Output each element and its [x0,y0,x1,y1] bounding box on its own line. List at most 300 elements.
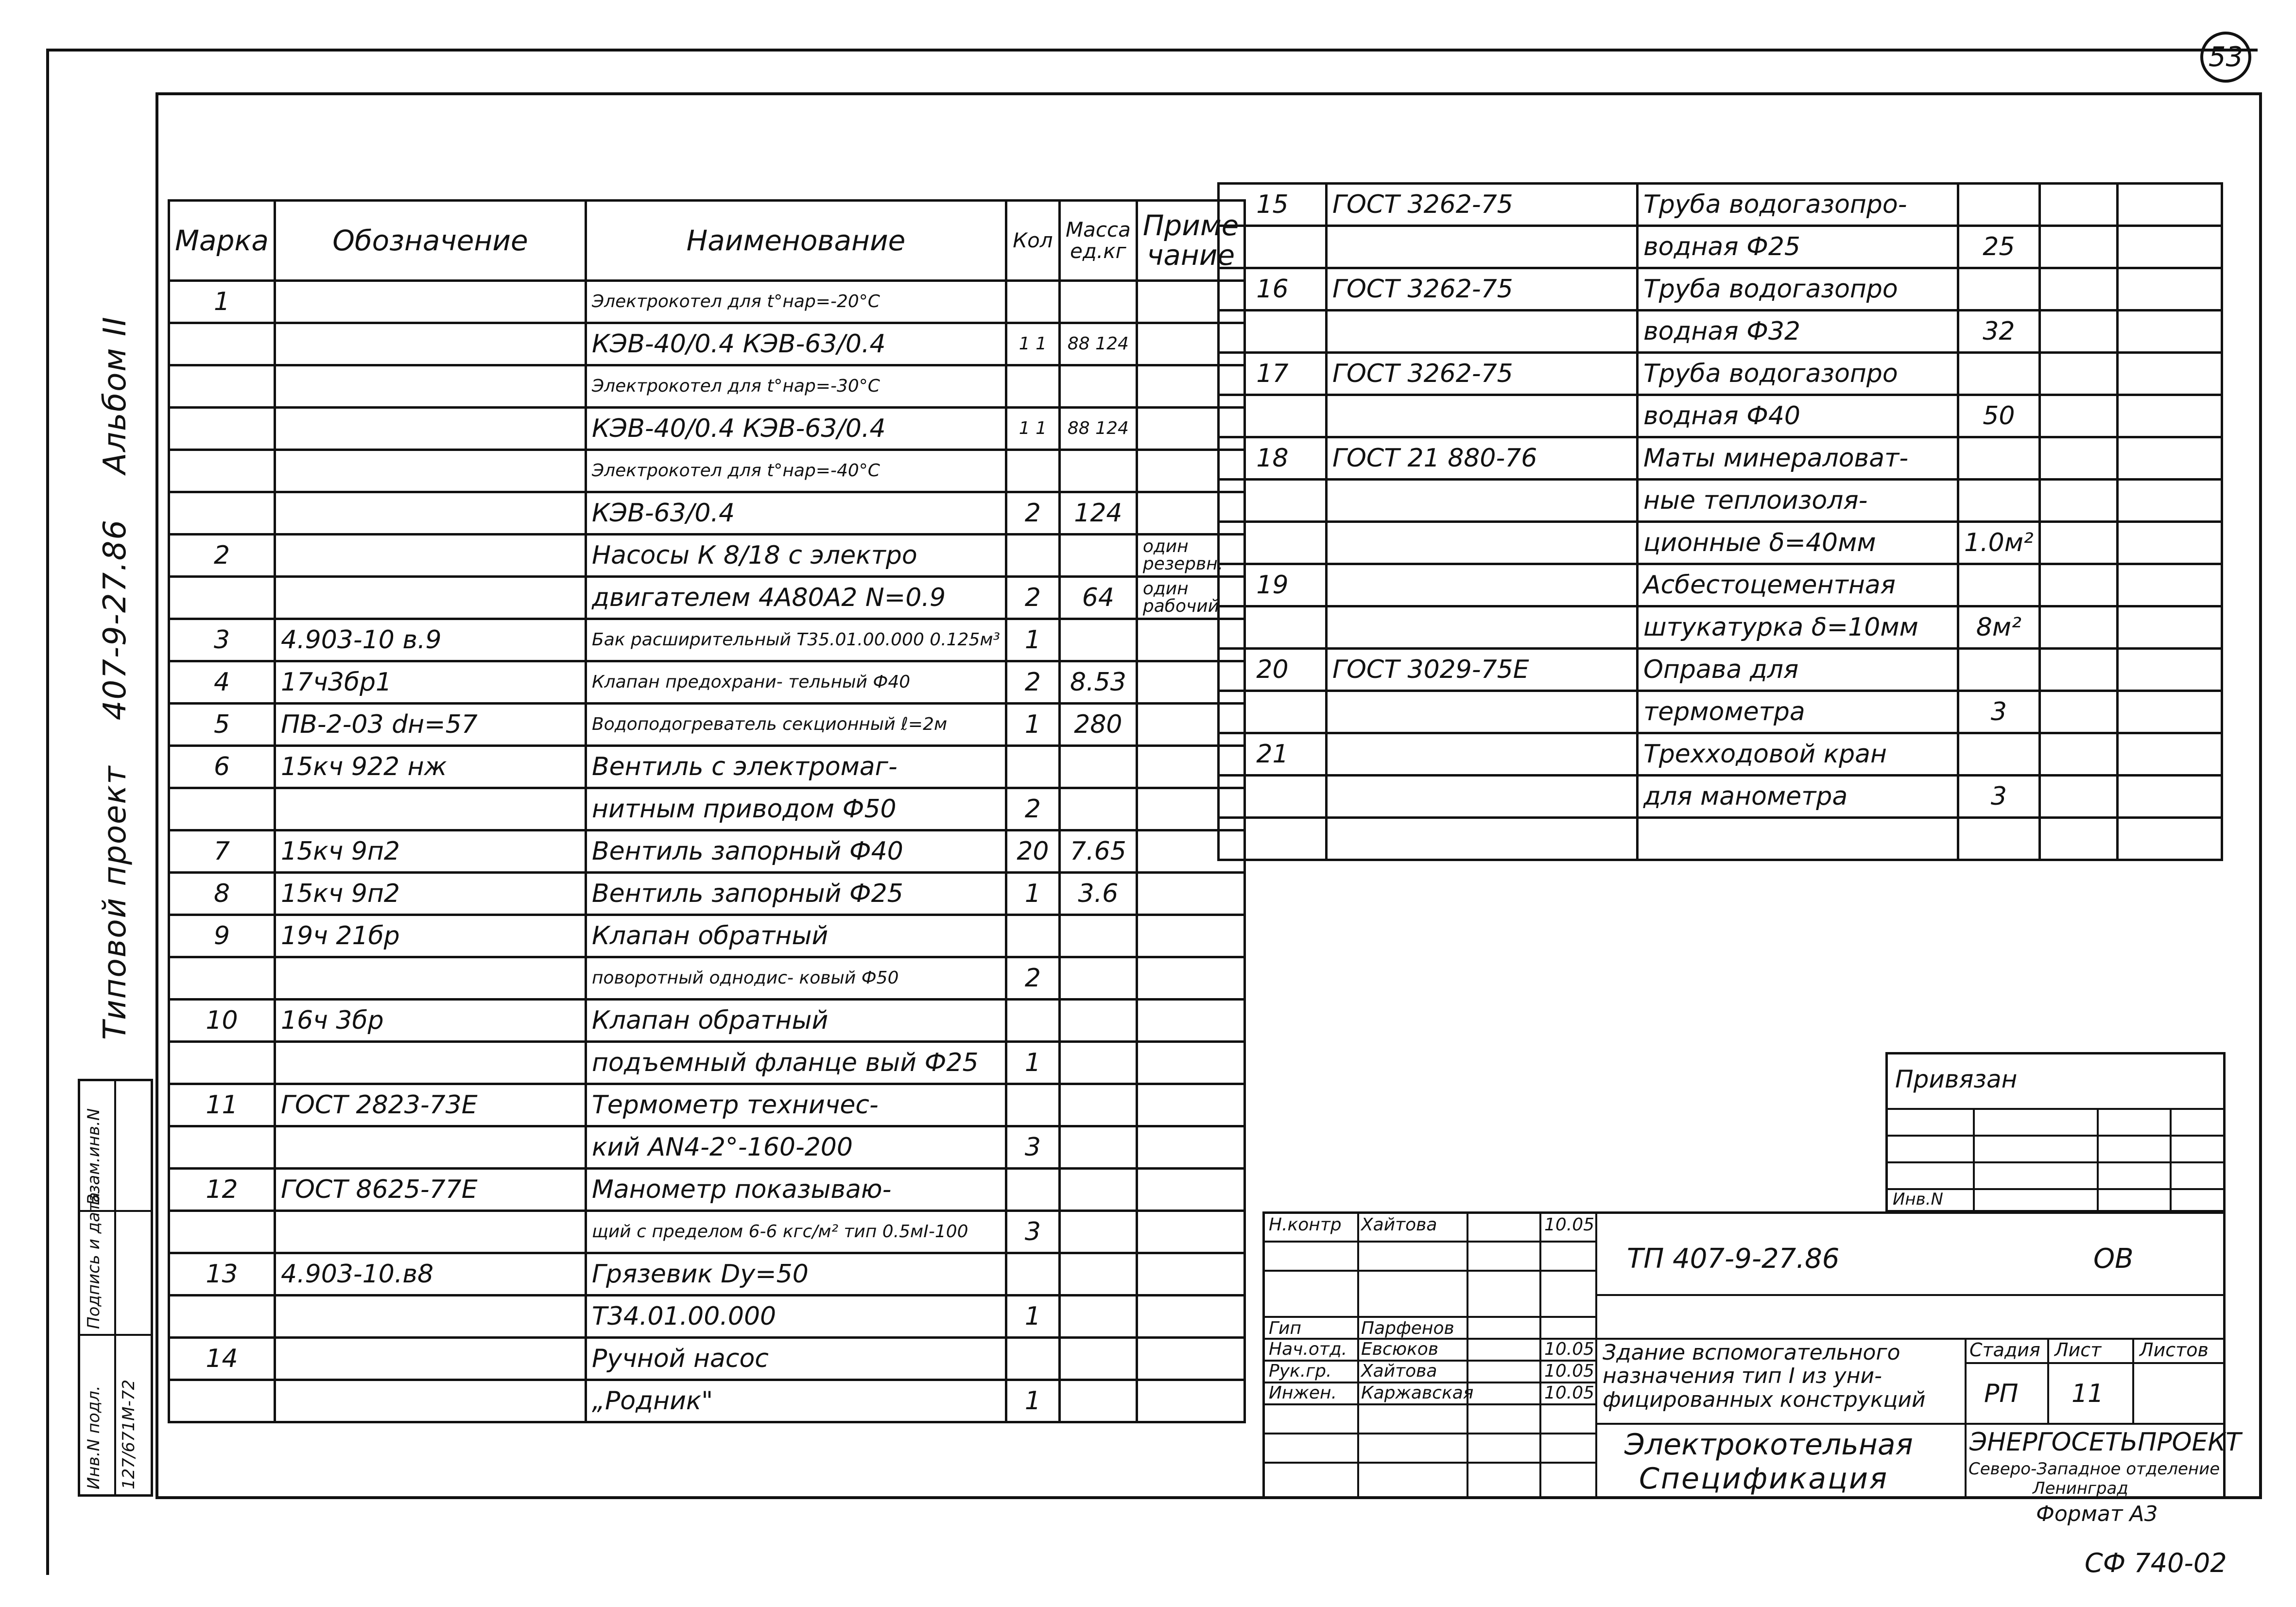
table-row [169,450,1245,492]
table-row [169,746,1245,788]
cell-mark: 14 [169,1338,275,1380]
table-row [1219,606,2222,649]
cell-mass: 8.53 [1059,661,1137,704]
cell-designation: ГОСТ 8625-77Е [275,1169,586,1211]
cell-mark [1219,522,1327,564]
cell-qty: 3 [1006,1126,1059,1169]
cell-designation [275,957,586,1000]
cell-mass: 7.65 [1059,830,1137,873]
table-row [169,1211,1245,1253]
cell-name: Вентиль запорный Ф25 [586,873,1006,915]
cell-note [1137,873,1245,915]
cell-mark: 18 [1219,437,1327,480]
header-mass: Масса ед.кг [1059,201,1137,281]
cell-mass [2039,606,2117,649]
cell-note [2117,480,2222,522]
cell-mass [1059,281,1137,323]
table-row [169,408,1245,450]
signer-name: Каржавская [1361,1383,1474,1403]
cell-designation [275,281,586,323]
cell-note [1137,1338,1245,1380]
cell-designation: ГОСТ 3262-75 [1327,268,1638,311]
cell-mark [169,450,275,492]
cell-name: Вентиль запорный Ф40 [586,830,1006,873]
signer-name: Парфенов [1361,1318,1454,1338]
header-qty: Кол [1006,201,1059,281]
cell-qty: 1 [1006,619,1059,661]
format-label: Формат А3 [2036,1502,2158,1526]
cell-mass [1059,746,1137,788]
table-row [169,1126,1245,1169]
table-row [169,915,1245,957]
cell-designation: 17ч3бр1 [275,661,586,704]
cell-mark: 7 [169,830,275,873]
cell-name [1638,818,1958,860]
cell-qty [1006,915,1059,957]
cell-name: „Родник" [586,1380,1006,1422]
cell-qty [1958,353,2040,395]
cell-mass [2039,818,2117,860]
cell-note [2117,522,2222,564]
cell-mark [1219,395,1327,437]
specification-table-right [1217,182,2223,861]
cell-name: Клапан предохрани- тельный Ф40 [586,661,1006,704]
sheets-label: Листов [2140,1339,2209,1361]
cell-name: Оправа для [1638,649,1958,691]
cell-mark: 15 [1219,184,1327,226]
cell-name: термометра [1638,691,1958,733]
cell-mark [169,1380,275,1422]
cell-qty [1006,1169,1059,1211]
cell-note: один резервн. [1137,535,1245,577]
cell-mark [169,1211,275,1253]
org-name: ЭНЕРГОСЕТЬПРОЕКТ [1969,1428,2242,1457]
cell-name: штукатурка δ=10мм [1638,606,1958,649]
cell-designation [1327,818,1638,860]
cell-name: водная Ф40 [1638,395,1958,437]
cell-qty: 1.0м² [1958,522,2040,564]
inv-no-label: Инв.N подл. [84,1385,104,1489]
org-branch: Северо-Западное отделение [1968,1459,2220,1479]
cell-mass: 280 [1059,704,1137,746]
role: Инжен. [1269,1383,1337,1403]
cell-name: КЭВ-40/0.4 КЭВ-63/0.4 [586,323,1006,365]
cell-designation [275,365,586,408]
cell-designation [275,577,586,619]
cell-mark [169,1042,275,1084]
table-row [1219,733,2222,776]
role: Нач.отд. [1269,1339,1347,1359]
cell-note [1137,1084,1245,1126]
cell-mass: 3.6 [1059,873,1137,915]
table-row [1219,437,2222,480]
cell-mark: 3 [169,619,275,661]
header-designation: Обозначение [275,201,586,281]
cell-note [2117,437,2222,480]
cell-note [2117,691,2222,733]
cell-qty [1958,649,2040,691]
cell-name: водная Ф32 [1638,311,1958,353]
cell-mark [169,577,275,619]
cell-note [1137,1000,1245,1042]
cell-designation [1327,691,1638,733]
cell-note [1137,915,1245,957]
role: Н.контр [1269,1215,1342,1235]
cell-mass [2039,395,2117,437]
cell-note [1137,1042,1245,1084]
title-block [1262,1211,2242,1499]
cell-qty: 20 [1006,830,1059,873]
cell-designation: ПВ-2-03 dн=57 [275,704,586,746]
cell-note: один рабочий [1137,577,1245,619]
cell-mass [2039,184,2117,226]
table-row [169,661,1245,704]
cell-mass: 88 124 [1059,323,1137,365]
cell-note [1137,957,1245,1000]
drawing-title-1: Электрокотельная [1624,1428,1913,1462]
cell-qty: 32 [1958,311,2040,353]
cell-name: Труба водогазопро [1638,268,1958,311]
cell-name: кий АN4-2°-160-200 [586,1126,1006,1169]
header-note: Приме чание [1137,201,1245,281]
table-row [1219,353,2222,395]
cell-mass [1059,1338,1137,1380]
org-city: Ленинград [2033,1479,2128,1498]
cell-note [2117,649,2222,691]
cell-note [1137,1296,1245,1338]
cell-name: Манометр показываю- [586,1169,1006,1211]
cell-mass [1059,1000,1137,1042]
table-row [169,619,1245,661]
project-label: Типовой проект [97,765,133,1040]
cell-mark: 1 [169,281,275,323]
drawing-title-2: Спецификация [1639,1462,1889,1496]
cell-designation: 15кч 9п2 [275,830,586,873]
cell-note [2117,184,2222,226]
cell-mass [2039,649,2117,691]
signer-name: Хайтова [1361,1215,1437,1235]
cell-name: подъемный фланце вый Ф25 [586,1042,1006,1084]
cell-mass [2039,564,2117,606]
replace-inv-label: Взам.инв.N [84,1108,104,1205]
cell-qty: 50 [1958,395,2040,437]
cell-mark: 16 [1219,268,1327,311]
cell-mark: 21 [1219,733,1327,776]
cell-designation [1327,776,1638,818]
cell-name: Т34.01.00.000 [586,1296,1006,1338]
cell-designation [275,1380,586,1422]
cell-qty [1958,733,2040,776]
cell-note [1137,1211,1245,1253]
cell-mark: 4 [169,661,275,704]
cell-mark [169,1126,275,1169]
cell-mass [1059,1042,1137,1084]
binding-inv: Инв.N [1893,1190,1943,1209]
cell-mark: 5 [169,704,275,746]
cell-mass [2039,437,2117,480]
cell-note [1137,1253,1245,1296]
cell-mark [1219,226,1327,268]
role: Рук.гр. [1269,1361,1332,1381]
cell-designation [275,1211,586,1253]
cell-mark [169,1296,275,1338]
table-row [169,957,1245,1000]
signer-name: Евсюков [1361,1339,1439,1359]
cell-name: для манометра [1638,776,1958,818]
header-mark: Марка [169,201,275,281]
cell-mark [169,788,275,830]
doc-suffix: ОВ [2093,1243,2134,1275]
cell-qty [1958,818,2040,860]
cell-mass [1059,1169,1137,1211]
cell-mass [1059,365,1137,408]
cell-mass [1059,1126,1137,1169]
cell-name: Трехходовой кран [1638,733,1958,776]
sign-date: 10.05 [1544,1361,1595,1381]
sheet-value: 11 [2072,1379,2104,1408]
table-row [169,1380,1245,1422]
cell-mark [169,957,275,1000]
cell-qty: 2 [1006,788,1059,830]
cell-note [2117,268,2222,311]
cell-qty: 3 [1958,776,2040,818]
cell-name: двигателем 4А80А2 N=0.9 [586,577,1006,619]
cell-designation [275,450,586,492]
table-row [1219,776,2222,818]
cell-mass [1059,1211,1137,1253]
cell-name: Клапан обратный [586,915,1006,957]
cell-designation [275,492,586,535]
cell-designation: 15кч 922 нж [275,746,586,788]
cell-qty: 25 [1958,226,2040,268]
cell-name: Термометр техничес- [586,1084,1006,1126]
cell-mass [2039,480,2117,522]
table-row [1219,649,2222,691]
table-row [169,365,1245,408]
cell-mass [1059,1380,1137,1422]
cell-qty: 1 [1006,704,1059,746]
cell-mark [1219,691,1327,733]
cell-designation: 16ч 3бр [275,1000,586,1042]
table-row [169,492,1245,535]
cell-designation [1327,564,1638,606]
cell-mark [1219,311,1327,353]
cell-mark: 17 [1219,353,1327,395]
cell-name: Труба водогазопро [1638,353,1958,395]
table-row [169,1253,1245,1296]
cell-designation: ГОСТ 21 880-76 [1327,437,1638,480]
cell-mark [1219,480,1327,522]
cell-mark: 2 [169,535,275,577]
cell-mass [1059,957,1137,1000]
cell-mass [1059,915,1137,957]
cell-designation [275,1042,586,1084]
cell-mark: 9 [169,915,275,957]
cell-mark: 20 [1219,649,1327,691]
cell-mark [169,492,275,535]
binding-block [1885,1052,2226,1212]
cell-qty [1006,365,1059,408]
cell-mass [1059,619,1137,661]
table-row [169,535,1245,577]
cell-name: Насосы К 8/18 с электро [586,535,1006,577]
cell-qty: 3 [1006,1211,1059,1253]
cell-qty: 1 [1006,1380,1059,1422]
cell-qty [1958,480,2040,522]
cell-note [2117,311,2222,353]
cell-mark [169,408,275,450]
cell-mass [1059,1253,1137,1296]
project-code: 407-9-27.86 [97,518,133,721]
cell-note [2117,226,2222,268]
cell-mass [2039,522,2117,564]
cell-mass [2039,311,2117,353]
cell-mass [1059,535,1137,577]
cell-mass [1059,450,1137,492]
table-row [169,1338,1245,1380]
cell-designation: 15кч 9п2 [275,873,586,915]
cell-name: ционные δ=40мм [1638,522,1958,564]
sheet-label: Лист [2054,1339,2102,1361]
cell-mass: 64 [1059,577,1137,619]
cell-qty: 2 [1006,577,1059,619]
cell-name: КЭВ-63/0.4 [586,492,1006,535]
cell-mark: 19 [1219,564,1327,606]
table-row [169,1084,1245,1126]
table-row [169,830,1245,873]
cell-qty [1958,437,2040,480]
table-row [1219,395,2222,437]
cell-mass [2039,226,2117,268]
cell-qty: 1 [1006,1042,1059,1084]
cell-mark [1219,606,1327,649]
table-row [169,788,1245,830]
album-label: Альбом II [97,316,133,474]
cell-qty [1006,1338,1059,1380]
cell-name: водная Ф25 [1638,226,1958,268]
cell-mass [2039,776,2117,818]
cell-mark: 13 [169,1253,275,1296]
cell-qty: 1 1 [1006,323,1059,365]
cell-name: Грязевик Dу=50 [586,1253,1006,1296]
table-row [169,577,1245,619]
cell-name: Бак расширительный Т35.01.00.000 0.125м³ [586,619,1006,661]
table-row [1219,522,2222,564]
cell-name: щий с пределом 6-6 кгс/м² тип 0.5мI-100 [586,1211,1006,1253]
cell-designation [1327,226,1638,268]
stage-value: РП [1984,1379,2019,1408]
inv-value: 127/671М-72 [119,1379,138,1489]
cell-note [2117,818,2222,860]
table-row [169,323,1245,365]
cell-name: Маты минераловат- [1638,437,1958,480]
signer-name: Хайтова [1361,1361,1437,1381]
table-row [169,1000,1245,1042]
table-row [1219,268,2222,311]
cell-designation: 19ч 21бр [275,915,586,957]
signature-date-label: Подпись и дата [84,1192,104,1329]
cell-designation: ГОСТ 3029-75Е [1327,649,1638,691]
cell-mark: 12 [169,1169,275,1211]
cell-name: нитным приводом Ф50 [586,788,1006,830]
cell-name: Электрокотел для t°нар=-20°C [586,281,1006,323]
role: Гип [1269,1318,1301,1338]
cell-qty [1006,450,1059,492]
cell-qty: 1 [1006,1296,1059,1338]
cell-designation [1327,395,1638,437]
cell-designation: 4.903-10 в.9 [275,619,586,661]
cell-name: Клапан обратный [586,1000,1006,1042]
cell-designation: 4.903-10.в8 [275,1253,586,1296]
cell-mass [1059,1296,1137,1338]
table-row [1219,564,2222,606]
cell-name: Асбестоцементная [1638,564,1958,606]
cell-mass: 124 [1059,492,1137,535]
binding-title: Привязан [1895,1065,2018,1093]
table-row [1219,818,2222,860]
cell-note [2117,733,2222,776]
cell-designation [1327,522,1638,564]
sheet-number: 53 [2200,32,2251,83]
cell-qty: 1 [1006,873,1059,915]
cell-designation [275,788,586,830]
table-row [169,1169,1245,1211]
cell-mark: 6 [169,746,275,788]
cell-note [1137,1169,1245,1211]
cell-mass: 88 124 [1059,408,1137,450]
cell-name: Ручной насос [586,1338,1006,1380]
cell-qty [1006,535,1059,577]
cell-name: Водоподогреватель секционный ℓ=2м [586,704,1006,746]
building-name: Здание вспомогательного назначения тип I из уни- фицированных конструкций [1603,1340,1926,1412]
table-row [169,704,1245,746]
sign-date: 10.05 [1544,1215,1595,1235]
table-row [169,1296,1245,1338]
cell-qty [1006,1253,1059,1296]
sign-date: 10.05 [1544,1339,1595,1359]
cell-qty: 1 1 [1006,408,1059,450]
cell-mark: 11 [169,1084,275,1126]
cell-mass [2039,353,2117,395]
cell-designation [275,1338,586,1380]
cell-qty [1958,564,2040,606]
cell-designation: ГОСТ 3262-75 [1327,353,1638,395]
cell-designation [1327,606,1638,649]
cell-qty [1006,281,1059,323]
cell-qty: 3 [1958,691,2040,733]
cell-mark: 10 [169,1000,275,1042]
cell-designation: ГОСТ 2823-73Е [275,1084,586,1126]
cell-designation [1327,480,1638,522]
vertical-title [97,282,133,1040]
cell-qty [1006,746,1059,788]
cell-name: Труба водогазопро- [1638,184,1958,226]
cell-mass [2039,268,2117,311]
cell-qty [1958,184,2040,226]
cell-name: КЭВ-40/0.4 КЭВ-63/0.4 [586,408,1006,450]
cell-note [2117,353,2222,395]
cell-qty: 2 [1006,661,1059,704]
stage-label: Стадия [1969,1339,2040,1361]
cell-qty: 8м² [1958,606,2040,649]
cell-mark [169,365,275,408]
specification-table-left [168,199,1246,1423]
table-row [169,873,1245,915]
table-row [1219,311,2222,353]
cell-mark [169,323,275,365]
cell-mass [1059,1084,1137,1126]
cell-designation [275,1296,586,1338]
